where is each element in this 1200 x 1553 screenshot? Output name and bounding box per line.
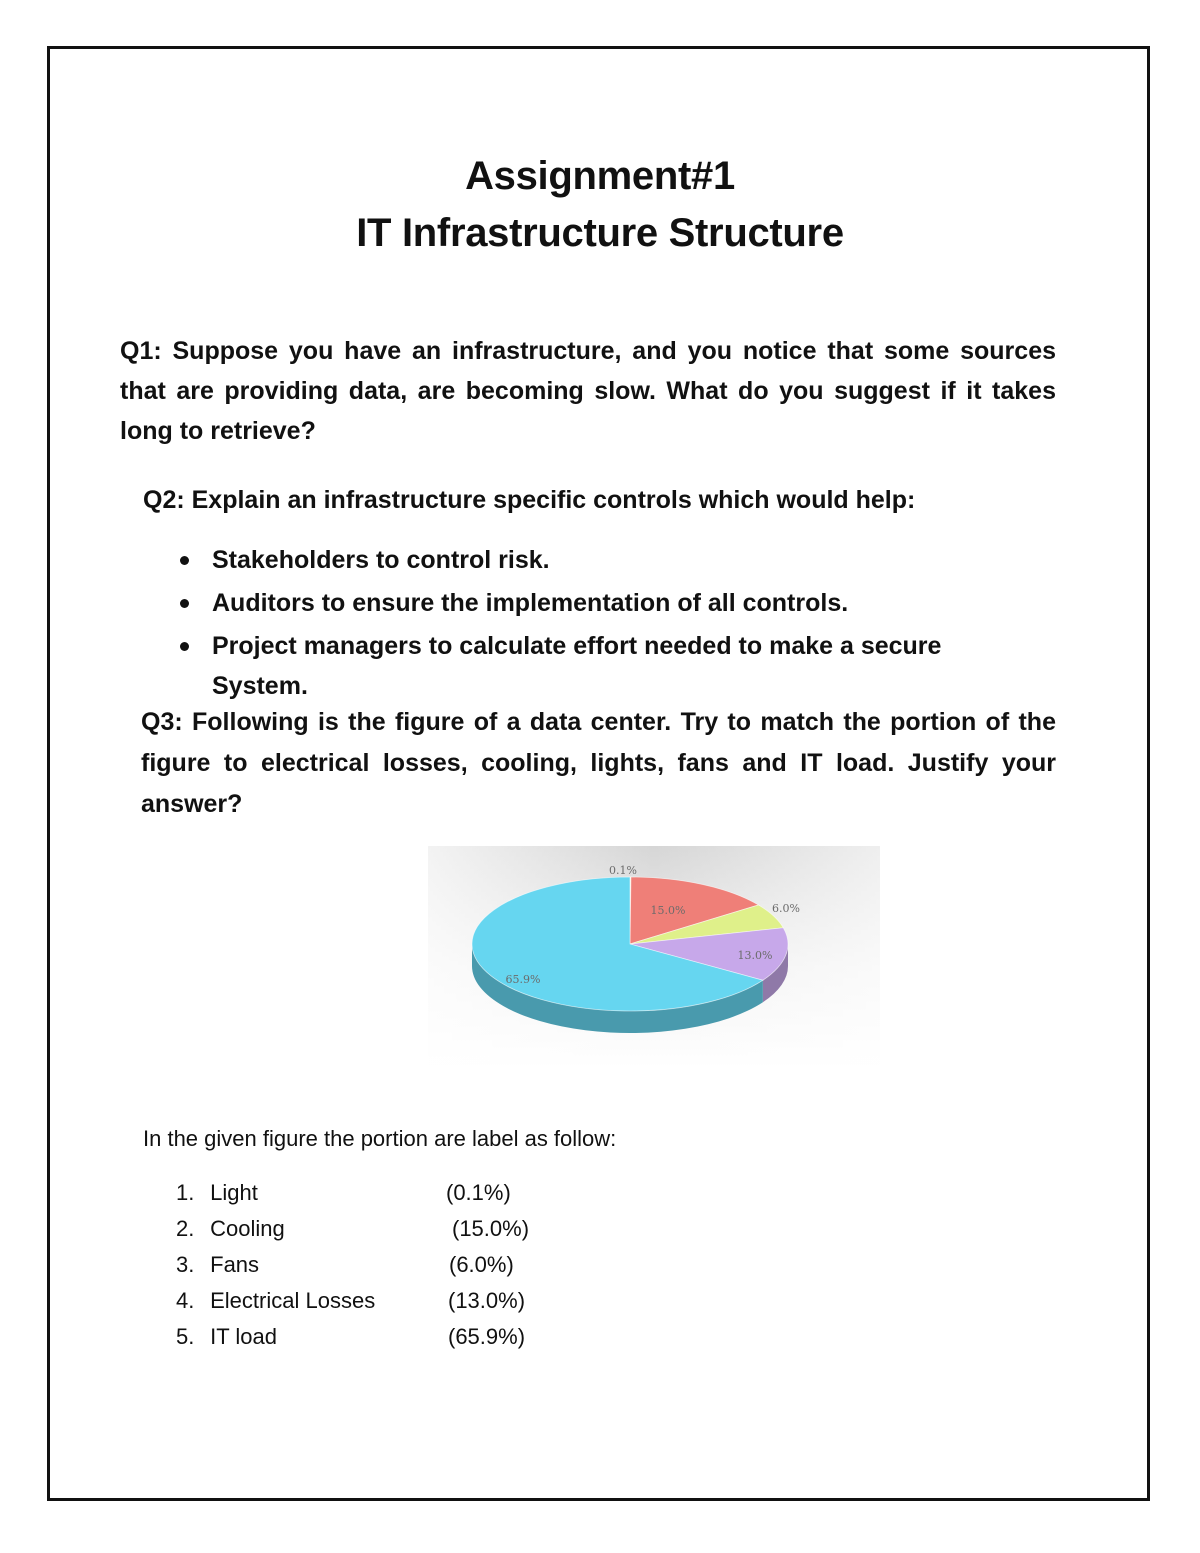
pie-data-label: 13.0% bbox=[737, 949, 773, 962]
answer-value: (6.0%) bbox=[449, 1252, 514, 1277]
answer-item bbox=[176, 1285, 596, 1321]
question-2: Q2: Explain an infrastructure specific controls which would help: bbox=[143, 486, 916, 514]
question-1: Q1: Suppose you have an infrastructure, and you notice that some sources that are providing data, are becoming slow. What do you suggest if it takes long to retrieve? bbox=[120, 337, 1056, 445]
bullet-item: Auditors to ensure the implementation of all controls. bbox=[180, 583, 1032, 623]
answer-number: 1. bbox=[176, 1180, 195, 1205]
answer-label: IT load bbox=[210, 1324, 277, 1349]
pie-data-label: 15.0% bbox=[650, 904, 686, 917]
answer-value: (15.0%) bbox=[452, 1216, 530, 1241]
answer-label: Fans bbox=[210, 1252, 260, 1277]
assignment-title: Assignment#1 bbox=[465, 154, 735, 198]
answer-label: Light bbox=[210, 1180, 258, 1205]
answer-list bbox=[176, 1177, 596, 1357]
answer-item bbox=[176, 1249, 596, 1285]
assignment-subtitle: IT Infrastructure Structure bbox=[356, 211, 844, 255]
answer-item bbox=[176, 1321, 596, 1357]
bullet-item: Stakeholders to control risk. bbox=[180, 540, 1032, 580]
answer-value: (0.1%) bbox=[446, 1180, 511, 1205]
answer-value: (65.9%) bbox=[448, 1324, 526, 1349]
question-3: Q3: Following is the figure of a data center. Try to match the portion of the figure to electrical losses, cooling, lights, fans and IT load. Justify your answer? bbox=[141, 708, 1056, 818]
pie-data-label: 65.9% bbox=[505, 973, 541, 986]
data-center-pie-chart bbox=[428, 846, 880, 1068]
bullet-item: Project managers to calculate effort needed to make a secure System. bbox=[180, 626, 1032, 706]
answer-intro: In the given figure the portion are label as follow: bbox=[143, 1126, 617, 1151]
pie-data-label: 6.0% bbox=[772, 902, 800, 915]
pie-data-label: 0.1% bbox=[609, 864, 637, 877]
answer-number: 5. bbox=[176, 1324, 195, 1349]
answer-label: Electrical Losses bbox=[210, 1288, 376, 1313]
answer-number: 4. bbox=[176, 1288, 195, 1313]
answer-value: (13.0%) bbox=[448, 1288, 526, 1313]
answer-number: 2. bbox=[176, 1216, 195, 1241]
question-2-bullets bbox=[180, 540, 1032, 706]
answer-number: 3. bbox=[176, 1252, 195, 1277]
answer-item bbox=[176, 1213, 596, 1249]
pie-chart-svg bbox=[428, 846, 880, 1068]
answer-label: Cooling bbox=[210, 1216, 285, 1241]
answer-item bbox=[176, 1177, 596, 1213]
